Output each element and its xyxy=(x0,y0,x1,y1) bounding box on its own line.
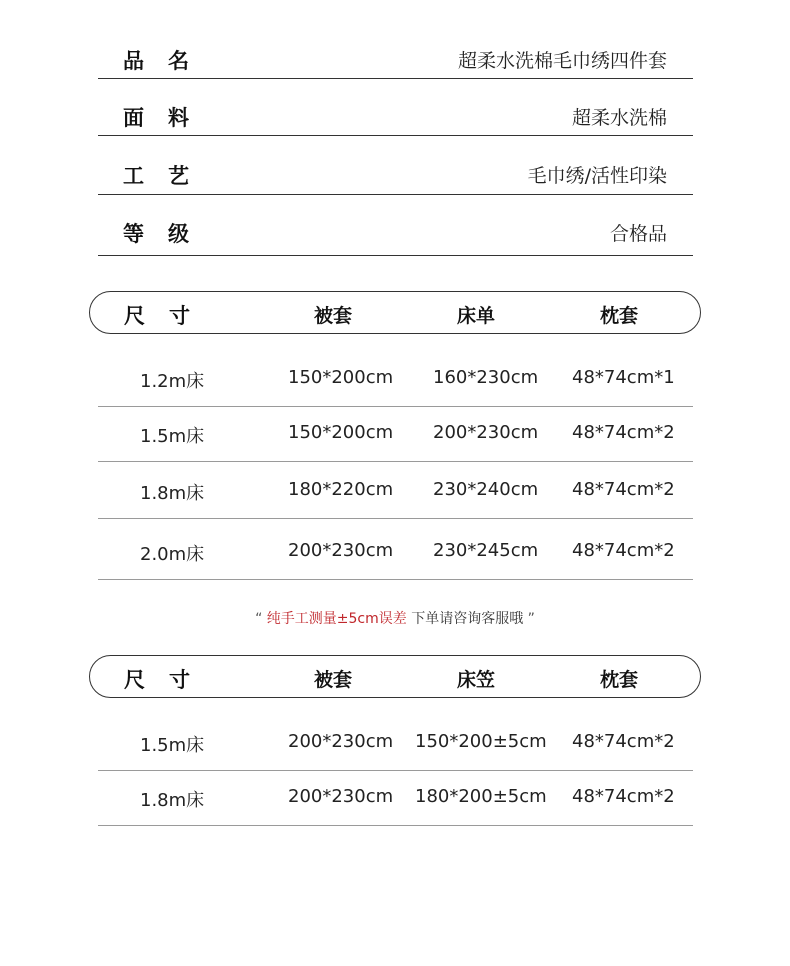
fitted-sheet-cell: 180*200±5cm xyxy=(415,786,547,807)
duvet-cell: 200*230cm xyxy=(288,540,394,561)
open-quote: “ xyxy=(255,611,263,627)
size-cell: 1.2m床 xyxy=(140,371,205,392)
spec-label: 等级 xyxy=(123,222,213,246)
sheet-cell: 160*230cm xyxy=(433,367,539,388)
duvet-cell: 150*200cm xyxy=(288,422,394,443)
header-size: 尺寸 xyxy=(124,668,214,692)
pillow-cell: 48*74cm*2 xyxy=(572,731,675,752)
pillow-cell: 48*74cm*2 xyxy=(572,422,675,443)
duvet-cell: 200*230cm xyxy=(288,731,394,752)
pillow-cell: 48*74cm*2 xyxy=(572,540,675,561)
header-bed-sheet: 床单 xyxy=(457,305,496,327)
table-row xyxy=(98,407,693,462)
spec-row-grade xyxy=(98,213,693,256)
pillow-cell: 48*74cm*1 xyxy=(572,367,675,388)
table-row xyxy=(98,519,693,580)
fitted-sheet-cell: 150*200±5cm xyxy=(415,731,547,752)
spec-value: 超柔水洗棉毛巾绣四件套 xyxy=(457,50,667,72)
spec-value: 毛巾绣/活性印染 xyxy=(527,165,667,187)
spec-value: 合格品 xyxy=(609,223,667,245)
spec-row-name xyxy=(98,40,693,79)
spec-label: 面料 xyxy=(123,106,213,130)
duvet-cell: 180*220cm xyxy=(288,479,394,500)
spec-label: 品名 xyxy=(123,49,213,73)
spec-row-fabric xyxy=(98,97,693,136)
close-quote: ” xyxy=(527,611,535,627)
header-duvet-cover: 被套 xyxy=(314,669,353,691)
sheet-cell: 200*230cm xyxy=(433,422,539,443)
header-pillowcase: 枕套 xyxy=(600,669,639,691)
size-cell: 1.5m床 xyxy=(140,735,205,756)
sheet-cell: 230*245cm xyxy=(433,540,539,561)
size-cell: 1.8m床 xyxy=(140,790,205,811)
duvet-cell: 150*200cm xyxy=(288,367,394,388)
size-table-header-2 xyxy=(89,655,701,698)
spec-label: 工艺 xyxy=(123,164,213,188)
spec-value: 超柔水洗棉 xyxy=(571,107,667,129)
table-row xyxy=(98,771,693,826)
table-row xyxy=(98,462,693,519)
spec-row-craft xyxy=(98,155,693,195)
header-duvet-cover: 被套 xyxy=(314,305,353,327)
size-cell: 1.8m床 xyxy=(140,483,205,504)
size-cell: 2.0m床 xyxy=(140,544,205,565)
size-cell: 1.5m床 xyxy=(140,426,205,447)
size-table-header xyxy=(89,291,701,334)
sheet-cell: 230*240cm xyxy=(433,479,539,500)
pillow-cell: 48*74cm*2 xyxy=(572,479,675,500)
table-row xyxy=(98,352,693,407)
header-size: 尺寸 xyxy=(124,304,214,328)
note-highlight: 纯手工测量±5cm误差 xyxy=(266,611,407,627)
pillow-cell: 48*74cm*2 xyxy=(572,786,675,807)
table-row xyxy=(98,716,693,771)
measurement-note xyxy=(0,608,790,628)
header-pillowcase: 枕套 xyxy=(600,305,639,327)
header-fitted-sheet: 床笠 xyxy=(457,669,496,691)
duvet-cell: 200*230cm xyxy=(288,786,394,807)
note-text: 下单请咨询客服哦 xyxy=(411,611,524,627)
